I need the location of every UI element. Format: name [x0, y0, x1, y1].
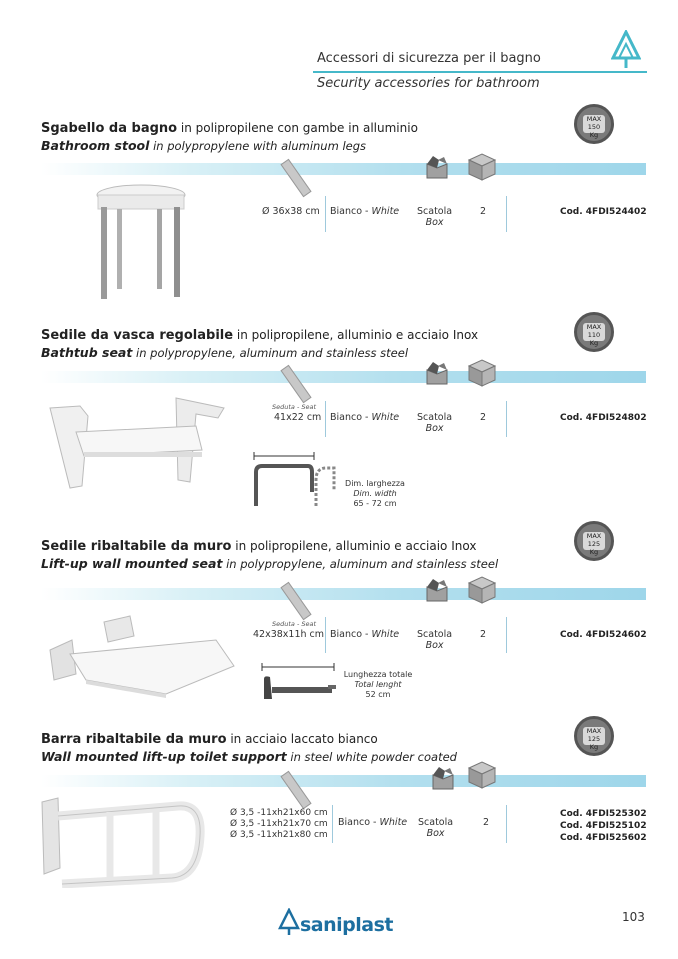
product-title-en: Wall mounted lift-up toilet support in steel white powder coated [41, 749, 457, 764]
packaging: Scatola Box [418, 817, 454, 839]
closed-box-icon [467, 358, 497, 388]
open-box-icon [424, 154, 450, 180]
seat-label: Seduta - Seat [272, 620, 317, 628]
header-title-it: Accessori di sicurezza per il bagno [317, 51, 541, 66]
max-weight-badge: MAX 150 Kg [574, 104, 614, 144]
separator [325, 617, 326, 653]
dimension-note: Dim. larghezza Dim. width 65 - 72 cm [345, 479, 405, 508]
quantity: 2 [480, 206, 487, 217]
separator [506, 805, 507, 843]
product-title-it: Sedile da vasca regolabile in polipropilene, alluminio e acciaio Inox [41, 328, 479, 343]
packaging: Scatola Box [417, 412, 453, 434]
product-title-it: Sgabello da bagno in polipropilene con gambe in alluminio [41, 121, 418, 136]
bathroom-stool-image [95, 183, 187, 305]
separator [506, 617, 507, 653]
separator [325, 196, 326, 232]
separator [325, 401, 326, 437]
seat-label: Seduta - Seat [272, 403, 317, 411]
toilet-support-image [38, 796, 206, 888]
product-title-en: Bathroom stool in polypropylene with aluminum legs [41, 138, 367, 153]
max-weight-badge: MAX 110 Kg [574, 312, 614, 352]
quantity: 2 [480, 629, 487, 640]
separator [506, 196, 507, 232]
open-box-icon [424, 577, 450, 603]
wall-seat-image [46, 614, 236, 700]
bathtub-seat-image [46, 396, 228, 492]
section-band [41, 163, 646, 175]
separator [332, 805, 333, 843]
max-weight-badge: MAX 125 Kg [574, 521, 614, 561]
open-box-icon [424, 360, 450, 386]
dimensions: 42x38x11h cm [253, 629, 325, 640]
color: Bianco - White [330, 629, 400, 640]
product-title-en: Lift-up wall mounted seat in polypropylene, aluminum and stainless steel [41, 556, 499, 571]
dimensions: Ø 36x38 cm [262, 206, 320, 217]
product-title-it: Sedile ribaltabile da muro in polipropilene, alluminio e acciaio Inox [41, 539, 477, 554]
color: Bianco - White [338, 817, 408, 828]
color: Bianco - White [330, 412, 400, 423]
product-codes: Cod. 4FDI525302 Cod. 4FDI525102 Cod. 4FDI525602 [560, 809, 647, 843]
width-dimension-diagram [242, 450, 348, 510]
closed-box-icon [467, 760, 497, 790]
product-title-it: Barra ribaltabile da muro in acciaio laccato bianco [41, 732, 378, 747]
product-code: Cod. 4FDI524602 [560, 630, 647, 640]
section-band [41, 588, 646, 600]
footer-brand: saniplast [300, 914, 393, 936]
separator [506, 401, 507, 437]
dimension-note: Lunghezza totale Total lenght 52 cm [343, 670, 413, 699]
header-divider [313, 71, 647, 73]
color: Bianco - White [330, 206, 400, 217]
closed-box-icon [467, 152, 497, 182]
quantity: 2 [480, 412, 487, 423]
max-weight-badge: MAX 125 Kg [574, 716, 614, 756]
product-title-en: Bathtub seat in polypropylene, aluminum and stainless steel [41, 345, 409, 360]
section-band [41, 775, 646, 787]
saniplast-logo-icon [611, 30, 641, 70]
length-dimension-diagram [258, 663, 340, 707]
product-code: Cod. 4FDI524402 [560, 207, 647, 217]
closed-box-icon [467, 575, 497, 605]
packaging: Scatola Box [417, 629, 453, 651]
dimensions: 41x22 cm [274, 412, 322, 423]
saniplast-logo-icon [278, 908, 300, 936]
section-band [41, 371, 646, 383]
quantity: 2 [483, 817, 490, 828]
packaging: Scatola Box [417, 206, 453, 228]
header-title-en: Security accessories for bathroom [317, 76, 540, 91]
page-number: 103 [622, 910, 645, 924]
open-box-icon [430, 765, 456, 791]
dimensions-list: Ø 3,5 -11xh21x60 cm Ø 3,5 -11xh21x70 cm Ø 3,5 -11xh21x80 cm [230, 808, 328, 840]
product-code: Cod. 4FDI524802 [560, 413, 647, 423]
